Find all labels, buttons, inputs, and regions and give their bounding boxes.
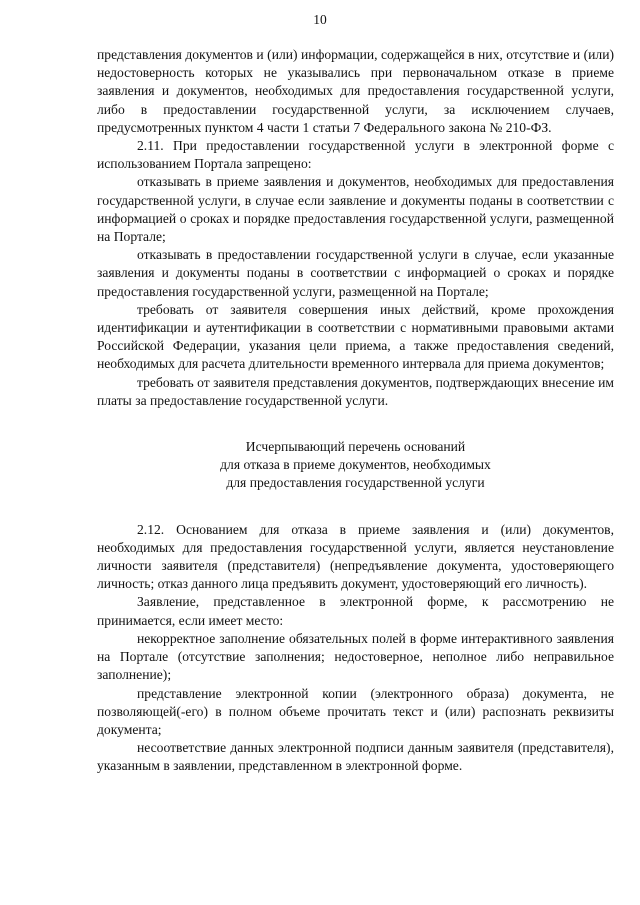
paragraph-ground-2: представление электронной копии (электронного образа) документа, не позволяющей(-его) в полном объеме прочитать текст и (или) распознать реквизиты документа; bbox=[97, 685, 614, 737]
spacer bbox=[97, 493, 614, 521]
paragraph-prohibition-4: требовать от заявителя представления документов, подтверждающих внесение им платы за предоставление государственной услуги. bbox=[97, 374, 614, 408]
heading-line-1: Исчерпывающий перечень оснований bbox=[245, 439, 466, 455]
document-body bbox=[97, 46, 614, 776]
paragraph-continuation: представления документов и (или) информации, содержащейся в них, отсутствие и (или) недостоверность которых не указывались при первоначальном отказе в приеме заявления и документов, необходимых для предоставления государственной услуги, либо в предоставлении государственной услуги, за исключением случаев, предусмотренных пунктом 4 части 1 статьи 7 Федерального закона № 210-ФЗ. bbox=[97, 47, 614, 135]
paragraph-ground-1: некорректное заполнение обязательных полей в форме интерактивного заявления на Портале (отсутствие заполнения; недостоверное, неполное либо неправильное заполнение); bbox=[97, 630, 614, 683]
paragraph-prohibition-2: отказывать в предоставлении государственной услуги в случае, если указанные заявления и документы поданы в соответствии с информацией о сроках и порядке предоставления государственной услуги, размещенной на Портале; bbox=[97, 247, 614, 299]
paragraph-electronic-refusal: Заявление, представленное в электронной форме, к рассмотрению не принимается, если имеет место: bbox=[97, 594, 614, 628]
spacer bbox=[97, 410, 614, 438]
paragraph-2-12: 2.12. Основанием для отказа в приеме заявления и (или) документов, необходимых для предоставления государственной услуги, является неустановление личности заявителя (представителя) (непредъявление документа, удостоверяющего личность; отказ данного лица предъявить документ, удостоверяющий его личность). bbox=[97, 521, 614, 592]
heading-line-2: для отказа в приеме документов, необходимых bbox=[220, 457, 491, 473]
paragraph-ground-3: несоответствие данных электронной подписи данным заявителя (представителя), указанным в заявлении, представленном в электронной форме. bbox=[97, 740, 614, 774]
page-number: 10 bbox=[313, 12, 327, 27]
heading-line-3: для предоставления государственной услуги bbox=[226, 475, 485, 491]
paragraph-2-11: 2.11. При предоставлении государственной услуги в электронной форме с использованием Портала запрещено: bbox=[97, 138, 614, 172]
paragraph-prohibition-1: отказывать в приеме заявления и документов, необходимых для предоставления государственной услуги, в случае если заявление и документы поданы в соответствии с информацией о сроках и порядке предоставления государственной услуги, размещенной на Портале; bbox=[97, 174, 614, 245]
section-heading bbox=[97, 438, 614, 493]
paragraph-prohibition-3: требовать от заявителя совершения иных действий, кроме прохождения идентификации и аутентификации в соответствии с нормативными правовыми актами Российской Федерации, указания цели приема, а также предоставления сведений, необходимых для расчета длительности временного интервала для приема документов; bbox=[97, 301, 614, 372]
